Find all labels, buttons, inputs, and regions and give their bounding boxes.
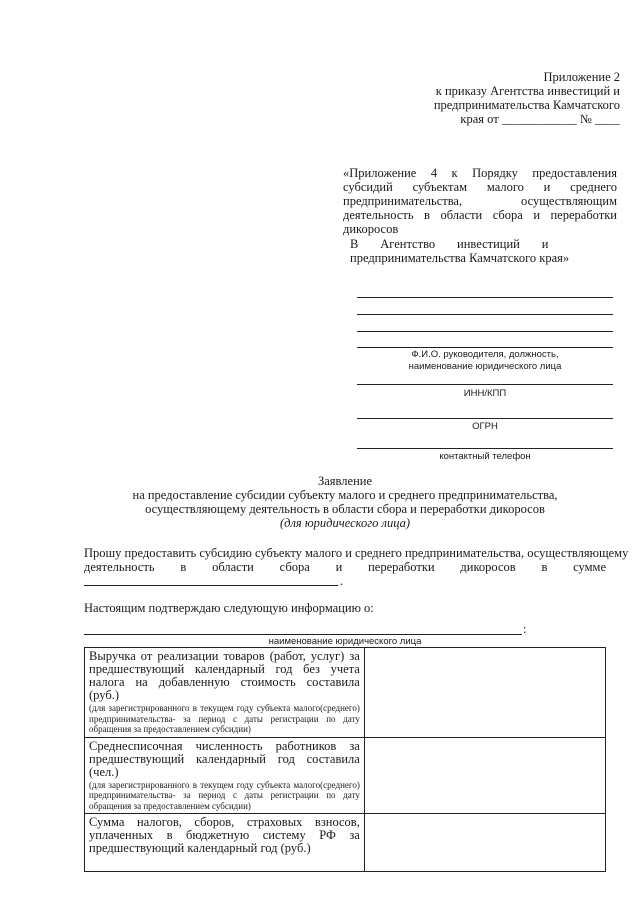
employees-note: (для зарегистрированного в текущем году субъекта малого(среднего) предпринимательства- за период с даты регистрации по дату обращения за предоставлением субсидии) [89, 779, 360, 811]
addressee-line2: предпринимательства Камчатского края» [350, 251, 570, 265]
inn-line[interactable] [357, 384, 613, 385]
company-name-caption: наименование юридического лица [268, 636, 422, 647]
employees-value-cell[interactable] [364, 737, 605, 814]
appendix-header [320, 70, 620, 126]
fio-line-4[interactable] [357, 347, 613, 348]
appendix-header-line2: к приказу Агентства инвестиций и [435, 84, 620, 98]
ogrn-line[interactable] [357, 418, 613, 419]
request-amount-line[interactable] [84, 585, 338, 586]
table-cell-label [85, 814, 365, 872]
appendix-header-line3: предпринимательства Камчатского [433, 98, 620, 112]
appendix-quote: «Приложение 4 к Порядку предоставления субсидий субъектам малого и среднего предпринимательства, осуществляющим деятельность в области сбора и переработки дикоросов [343, 166, 617, 236]
table-row [85, 737, 606, 814]
request-line2: деятельность в области сбора и переработки дикоросов в сумме [84, 560, 606, 574]
table-row [85, 814, 606, 872]
company-name-line[interactable] [84, 634, 522, 635]
fio-caption-line1: Ф.И.О. руководителя, должность, [411, 349, 559, 360]
title-line3: осуществляющему деятельность в области сбора и переработки дикоросов [145, 502, 545, 516]
request-line1: Прошу предоставить субсидию субъекту малого и среднего предпринимательства, осуществляющему [84, 546, 629, 560]
phone-caption: контактный телефон [439, 451, 531, 462]
revenue-label: Выручка от реализации товаров (работ, услуг) за предшествующий календарный год без учета налога на добавленную стоимость составила (руб.) [89, 649, 360, 702]
revenue-value-cell[interactable] [364, 648, 605, 738]
taxes-label: Сумма налогов, сборов, страховых взносов, уплаченных в бюджетную систему РФ за предшествующий календарный год (руб.) [89, 815, 360, 855]
fio-line-1[interactable] [357, 297, 613, 298]
fio-caption-line2: наименование юридического лица [408, 361, 562, 372]
title-line4: (для юридического лица) [279, 516, 411, 530]
appendix-header-line4: края от ____________ № ____ [460, 112, 620, 126]
fio-line-2[interactable] [357, 314, 613, 315]
info-table [84, 647, 606, 872]
appendix-header-line1: Приложение 2 [543, 70, 620, 84]
request-line3 [84, 574, 606, 588]
confirm-colon: : [523, 622, 527, 636]
table-cell-label [85, 648, 365, 738]
revenue-note: (для зарегистрированного в текущем году субъекта малого(среднего) предпринимательства- за период с даты регистрации по дату обращения за предоставлением субсидии) [89, 703, 360, 734]
addressee-line1: В Агентство инвестиций и [350, 237, 549, 251]
employees-label: Среднесписочная численность работников за предшествующий календарный год составила (чел.) [89, 738, 360, 779]
addressee [350, 237, 606, 265]
fio-line-3[interactable] [357, 331, 613, 332]
fio-caption [357, 349, 613, 373]
request-paragraph [84, 546, 629, 588]
ogrn-caption: ОГРН [472, 421, 498, 432]
document-title [84, 474, 606, 530]
phone-line[interactable] [357, 448, 613, 449]
title-line2: на предоставление субсидии субъекту малого и среднего предпринимательства, [132, 488, 558, 502]
title-line1: Заявление [317, 474, 372, 488]
table-row [85, 648, 606, 738]
inn-caption: ИНН/КПП [463, 388, 507, 399]
confirm-text: Настоящим подтверждаю следующую информацию о: [84, 601, 374, 615]
table-cell-label [85, 737, 365, 814]
request-line3-suffix: . [340, 574, 344, 588]
taxes-value-cell[interactable] [364, 814, 605, 872]
